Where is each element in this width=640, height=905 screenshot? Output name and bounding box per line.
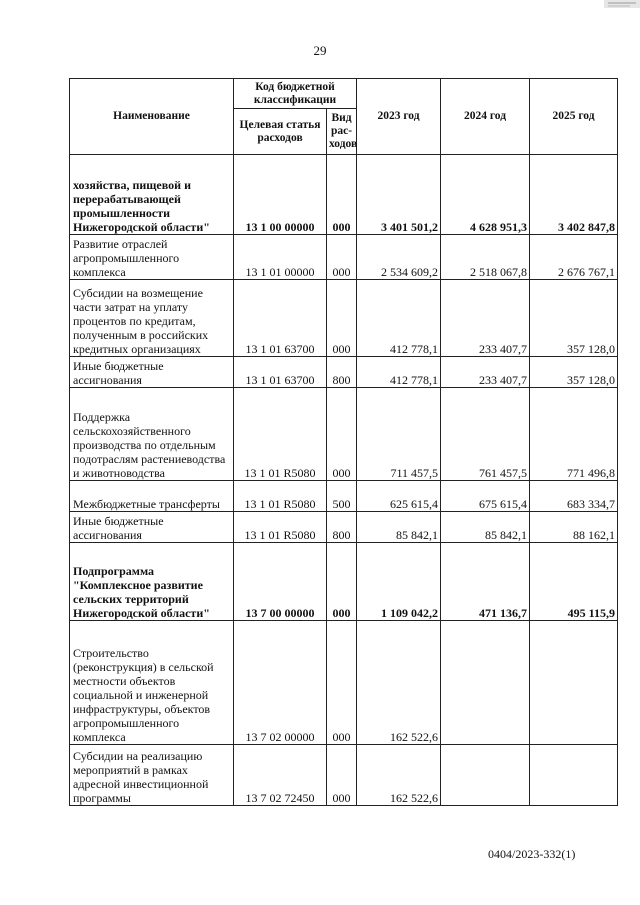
row-name: Подпрограмма "Комплексное развитие сельских территорий Нижегородской области" xyxy=(70,543,234,621)
row-value-2025: 495 115,9 xyxy=(530,543,618,621)
scan-edge-mark xyxy=(604,0,640,10)
row-name: Межбюджетные трансферты xyxy=(70,481,234,512)
row-expense-type: 000 xyxy=(327,388,357,481)
row-value-2025: 771 496,8 xyxy=(530,388,618,481)
row-name: Субсидии на реализацию мероприятий в рамках адресной инвестиционной программы xyxy=(70,745,234,806)
row-name: Иные бюджетные ассигнования xyxy=(70,512,234,543)
row-expense-type: 000 xyxy=(327,235,357,280)
row-expense-type: 000 xyxy=(327,745,357,806)
row-target-article: 13 1 01 63700 xyxy=(234,357,327,388)
table-row xyxy=(70,388,618,481)
row-value-2024: 2 518 067,8 xyxy=(441,235,530,280)
row-target-article: 13 1 01 00000 xyxy=(234,235,327,280)
row-value-2023: 3 401 501,2 xyxy=(357,155,441,235)
row-value-2024: 233 407,7 xyxy=(441,357,530,388)
row-value-2024: 85 842,1 xyxy=(441,512,530,543)
row-value-2025: 357 128,0 xyxy=(530,357,618,388)
table-row xyxy=(70,280,618,357)
row-expense-type: 000 xyxy=(327,543,357,621)
header-year-2024: 2024 год xyxy=(441,79,530,155)
row-value-2024: 471 136,7 xyxy=(441,543,530,621)
row-value-2025: 357 128,0 xyxy=(530,280,618,357)
header-target-article: Целевая статья расходов xyxy=(234,109,327,155)
row-expense-type: 800 xyxy=(327,512,357,543)
table-row xyxy=(70,543,618,621)
row-name: Строительство (реконструкция) в сельской местности объектов социальной и инженерной инфраструктуры, объектов агропромышленного комплекса xyxy=(70,621,234,745)
row-value-2024: 675 615,4 xyxy=(441,481,530,512)
row-expense-type: 500 xyxy=(327,481,357,512)
row-value-2024: 4 628 951,3 xyxy=(441,155,530,235)
row-value-2025: 88 162,1 xyxy=(530,512,618,543)
row-expense-type: 800 xyxy=(327,357,357,388)
row-value-2025: 3 402 847,8 xyxy=(530,155,618,235)
budget-table xyxy=(69,78,618,806)
row-value-2023: 711 457,5 xyxy=(357,388,441,481)
header-name: Наименование xyxy=(70,79,234,155)
row-value-2023: 1 109 042,2 xyxy=(357,543,441,621)
table-row xyxy=(70,357,618,388)
row-name: хозяйства, пищевой и перерабатывающей промышленности Нижегородской области" xyxy=(70,155,234,235)
row-target-article: 13 1 01 R5080 xyxy=(234,512,327,543)
row-value-2025 xyxy=(530,745,618,806)
row-expense-type: 000 xyxy=(327,621,357,745)
table-row xyxy=(70,745,618,806)
table-row xyxy=(70,621,618,745)
row-expense-type: 000 xyxy=(327,280,357,357)
row-value-2023: 85 842,1 xyxy=(357,512,441,543)
row-value-2025: 2 676 767,1 xyxy=(530,235,618,280)
row-value-2025 xyxy=(530,621,618,745)
row-target-article: 13 7 02 00000 xyxy=(234,621,327,745)
row-value-2024 xyxy=(441,745,530,806)
document-code: 0404/2023-332(1) xyxy=(488,847,576,861)
row-value-2024: 233 407,7 xyxy=(441,280,530,357)
row-expense-type: 000 xyxy=(327,155,357,235)
table-row xyxy=(70,155,618,235)
row-target-article: 13 1 00 00000 xyxy=(234,155,327,235)
row-value-2023: 162 522,6 xyxy=(357,745,441,806)
row-value-2023: 412 778,1 xyxy=(357,280,441,357)
row-value-2024: 761 457,5 xyxy=(441,388,530,481)
header-expense-type: Вид рас-ходов xyxy=(327,109,357,155)
row-target-article: 13 1 01 R5080 xyxy=(234,481,327,512)
row-name: Поддержка сельскохозяйственного производства по отдельным подотраслям растениеводства и животноводства xyxy=(70,388,234,481)
row-target-article: 13 7 02 72450 xyxy=(234,745,327,806)
row-target-article: 13 7 00 00000 xyxy=(234,543,327,621)
row-target-article: 13 1 01 63700 xyxy=(234,280,327,357)
table-row xyxy=(70,235,618,280)
row-value-2023: 2 534 609,2 xyxy=(357,235,441,280)
row-name: Иные бюджетные ассигнования xyxy=(70,357,234,388)
row-value-2023: 162 522,6 xyxy=(357,621,441,745)
row-name: Развитие отраслей агропромышленного комплекса xyxy=(70,235,234,280)
page-number: 29 xyxy=(313,43,327,58)
row-value-2023: 412 778,1 xyxy=(357,357,441,388)
row-value-2025: 683 334,7 xyxy=(530,481,618,512)
table-row xyxy=(70,481,618,512)
header-year-2025: 2025 год xyxy=(530,79,618,155)
row-target-article: 13 1 01 R5080 xyxy=(234,388,327,481)
row-name: Субсидии на возмещение части затрат на уплату процентов по кредитам, полученным в российских кредитных организациях xyxy=(70,280,234,357)
row-value-2023: 625 615,4 xyxy=(357,481,441,512)
header-year-2023: 2023 год xyxy=(357,79,441,155)
header-code-group: Код бюджетной классификации xyxy=(234,79,357,109)
table-row xyxy=(70,512,618,543)
row-value-2024 xyxy=(441,621,530,745)
